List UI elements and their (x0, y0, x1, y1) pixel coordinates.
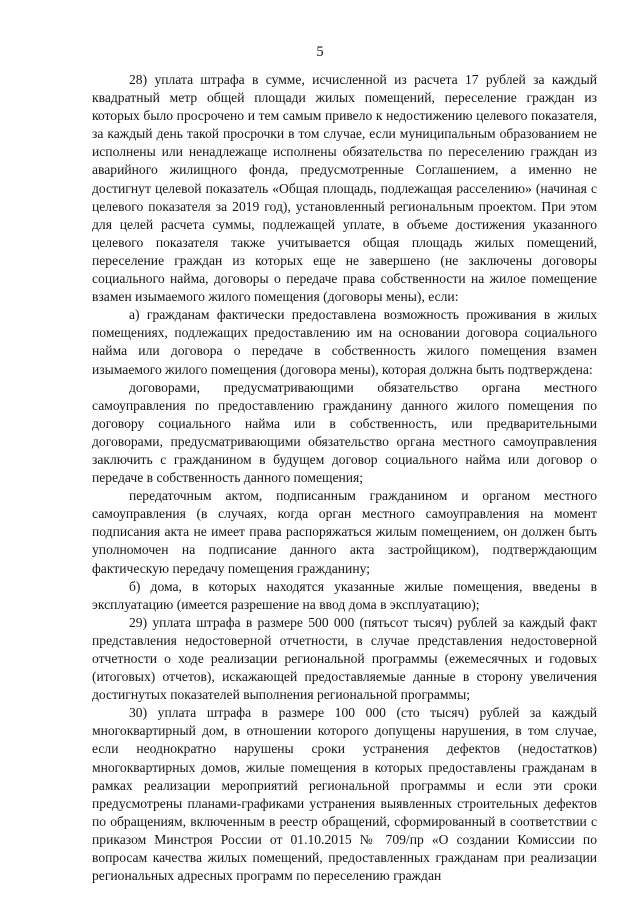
paragraph-item-29: 29) уплата штрафа в размере 500 000 (пятьсот тысяч) рублей за каждый факт представления недостоверной отчетности, в случае представления недостоверной отчетности о ходе реализации региональной программы (ежемесячных и годовых (итоговых) отчетов), искажающей предоставляемые данные в сторону увеличения достигнутых показателей выполнения региональной программы; (92, 614, 597, 703)
paragraph-contracts: договорами, предусматривающими обязательство органа местного самоуправления по предоставлению гражданину данного жилого помещения по договору социального найма или в собственность, или предварительными договорами, предусматривающими обязательство органа местного самоуправления заключить с гражданином в будущем договор социального найма или договор о передаче в собственность данного помещения; (92, 379, 597, 486)
paragraph-transfer-act: передаточным актом, подписанным гражданином и органом местного самоуправления (в случаях, когда орган местного самоуправления на момент подписания акта не имеет права распоряжаться жилым помещением, он должен быть уполномочен на подписание данного акта застройщиком), подтверждающим фактическую передачу помещения гражданину; (92, 488, 597, 576)
paragraph-item-28: 28) уплата штрафа в сумме, исчисленной из расчета 17 рублей за каждый квадратный метр общей площади жилых помещений, переселение граждан из которых было просрочено и тем самым привело к недостижению целевого показателя, за каждый день такой просрочки в том случае, если муниципальным образованием не исполнены или ненадлежаще исполнены обязательства по переселению граждан из аварийного жилищного фонда, предусмотренные Соглашением, а именно не достигнут целевой показатель «Общая площадь, подлежащая расселению» (начиная с целевого показателя за 2019 год), установленный региональным проектом. При этом для целей расчета суммы, подлежащей уплате, в объеме достижения указанного целевого показателя также учитывается общая площадь жилых помещений, переселение граждан из которых еще не завершено (не заключены договоры социального найма, договоры о передаче права собственности на жилое помещение взамен изымаемого жилого помещения (договоры мены), если: (92, 72, 597, 305)
paragraph-subitem-a: а) гражданам фактически предоставлена возможность проживания в жилых помещениях, подлежащих предоставлению им на основании договора социального найма или договора о передаче в собственность жилого помещения взамен изымаемого жилого помещения (договора мены), которая должна быть подтверждена: (92, 307, 597, 377)
page-number: 5 (316, 44, 324, 60)
document-body (92, 71, 597, 885)
paragraph-item-30: 30) уплата штрафа в размере 100 000 (сто тысяч) рублей за каждый многоквартирный дом, в отношении которого допущены нарушения, в том случае, если неоднократно нарушены сроки устранения дефектов (недостатков) многоквартирных домов, жилые помещения в которых предоставлены гражданам в рамках реализации мероприятий региональной программы и если эти сроки предусмотрены планами-графиками устранения выявленных строительных дефектов по обращениям, включенным в реестр обращений, сформированный в соответствии с приказом Минстроя России от 01.10.2015 № 709/пр «О создании Комиссии по вопросам качества жилых помещений, предоставленных гражданам при реализации региональных адресных программ по переселению граждан (92, 705, 597, 884)
paragraph-subitem-b: б) дома, в которых находятся указанные жилые помещения, введены в эксплуатацию (имеется разрешение на ввод дома в эксплуатацию); (92, 578, 597, 612)
